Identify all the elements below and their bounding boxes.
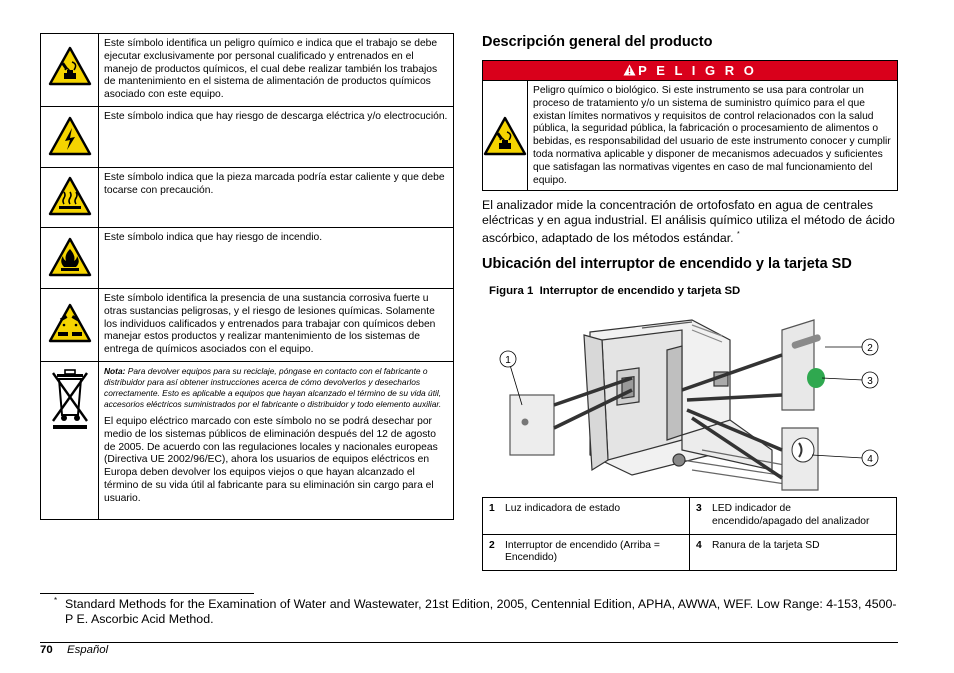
danger-label: P E L I G R O xyxy=(638,63,757,78)
danger-text: Peligro químico o biológico. Si este instrumento se usa para controlar un proceso de tratamiento y/o un sistema de suministro químico para el que existan límites normativos y requisitos de control relacionados con la salud pública, la seguridad pública, la fabricación o procesamiento de alimentos o bebidas, es responsabilidad del usuario de este instrumento conocer y cumplir toda normativa aplicable y disponer de mecanismos adecuados y suficientes que satisfagan las normativas vigentes en caso de mal funcionamiento del equipo. xyxy=(533,85,891,186)
figure-caption: Figura 1 Interruptor de encendido y tarjeta SD xyxy=(489,285,741,297)
legend-item: 1 Luz indicadora de estado xyxy=(483,498,690,535)
footnote-ref: * xyxy=(737,230,740,238)
safety-symbols-table xyxy=(40,33,454,520)
product-description xyxy=(482,198,898,245)
figure-legend-table xyxy=(482,497,897,571)
note-label: Nota: xyxy=(104,365,126,376)
callout-number: 2 xyxy=(867,343,873,354)
symbol-description: Este símbolo identifica la presencia de una sustancia corrosiva fuerte u otras sustancias peligrosas, y el riesgo de lesiones químicas. Solamente los individuos calificados y entrenados para trabajar con químicos deben manejar estos productos y realizar mantenimiento de los sistemas de entrega de químicos asociados con el equipo. xyxy=(99,288,454,361)
callout-2 xyxy=(862,339,878,355)
legend-item: 2 Interruptor de encendido (Arriba = Encendido) xyxy=(483,534,690,571)
legend-item: 4 Ranura de la tarjeta SD xyxy=(690,534,897,571)
callout-3 xyxy=(862,372,878,388)
callout-1 xyxy=(500,351,516,367)
analyzer-illustration xyxy=(482,310,897,496)
chemical-hazard-icon xyxy=(48,46,92,86)
callout-number: 1 xyxy=(505,355,511,366)
page-number: 70 xyxy=(40,644,53,656)
symbol-description: Este símbolo identifica un peligro químico e indica que el trabajo se debe ejecutar exclusivamente por personal cualificado y entrenados en el manejo de productos químicos, el cual debe realizar también los trabajos de mantenimiento en el sistema de alimentación de productos químicos asociado con este equipo. xyxy=(99,34,454,107)
legend-item: 3 LED indicador de encendido/apagado del analizador xyxy=(690,498,897,535)
page-language: Español xyxy=(67,644,109,656)
danger-notice xyxy=(482,60,898,191)
section-heading-overview: Descripción general del producto xyxy=(482,34,713,50)
footnote-divider xyxy=(40,593,254,594)
symbol-description: Este símbolo indica que hay riesgo de incendio. xyxy=(99,227,454,288)
footnote-mark: * xyxy=(54,596,58,605)
chemical-hazard-icon xyxy=(483,116,527,156)
symbol-description: Este símbolo indica que hay riesgo de descarga eléctrica y/o electrocución. xyxy=(99,106,454,167)
callout-4 xyxy=(862,450,878,466)
weee-crossed-bin-icon xyxy=(50,367,90,431)
symbol-description: Este símbolo indica que la pieza marcada podría estar caliente y que debe tocarse con precaución. xyxy=(99,167,454,227)
hot-surface-icon xyxy=(48,176,92,216)
callout-number: 4 xyxy=(867,454,873,465)
footer-divider xyxy=(40,642,898,643)
electric-shock-icon xyxy=(48,116,92,156)
section-heading-switch: Ubicación del interruptor de encendido y la tarjeta SD xyxy=(482,256,852,272)
weee-description: El equipo eléctrico marcado con este símbolo no se podrá desechar por medio de los sistemas públicos de eliminación después del 12 de agosto de 2005. De acuerdo con las regulaciones locales y nacionales europeas (Directiva UE 2002/96/EC), ahora los usuarios de equipos eléctricos en Europa deben devolver los equipos viejos o que hayan alcanzado el término de su vida útil al fabricante para su eliminación sin cargo para el usuario. xyxy=(104,415,438,504)
note-text: Para devolver equipos para su reciclaje, póngase en contacto con el fabricante o distribuidor para así obtener instrucciones acerca de cómo devolverlos y desecharlos correctamente. Esto es aplicable a equipos que hayan alcanzado el término de su vida útil, accesorios eléctricos suministrados por el fabricante o distribuidor y todo elemento auxiliar. xyxy=(104,365,442,409)
footnote-text: Standard Methods for the Examination of Water and Wastewater, 21st Edition, 2005, Centennial Edition, APHA, AWWA, WEF. Low Range: 4-153, 4500-P E. Ascorbic Acid Method. xyxy=(65,597,897,627)
recycling-note xyxy=(104,366,448,410)
callout-number: 3 xyxy=(867,376,873,387)
fire-hazard-icon xyxy=(48,237,92,277)
analyzer-body xyxy=(584,320,812,488)
product-description-text: El analizador mide la concentración de ortofosfato en agua de centrales eléctricas y en agua industrial. El análisis químico utiliza el método de ácido ascórbico, adaptado de los métodos estándar. xyxy=(482,198,895,245)
warning-triangle-icon xyxy=(623,64,636,76)
corrosive-icon xyxy=(48,303,92,343)
